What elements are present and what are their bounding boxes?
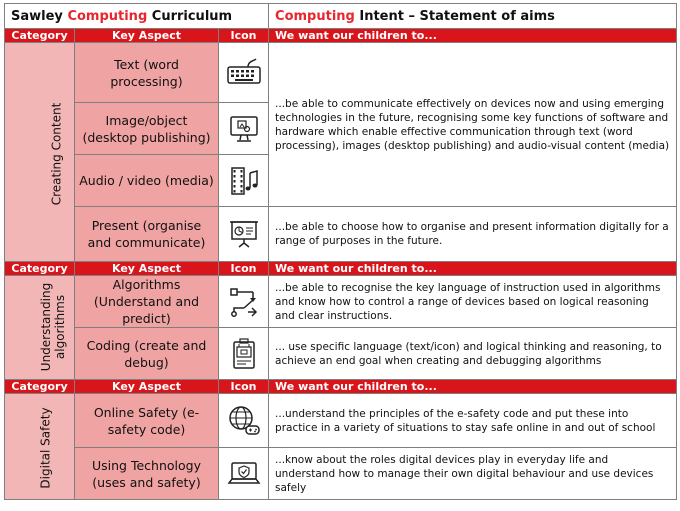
flowchart-icon [219, 276, 269, 328]
intent-subject: Computing [275, 8, 355, 24]
section-header-row [5, 262, 677, 276]
keyboard-icon [219, 43, 269, 103]
header-key-aspect: Key Aspect [75, 29, 219, 43]
intent-cell: ...be able to choose how to organise and present information digitally for a range of purposes in the future. [269, 207, 677, 262]
table-row [5, 43, 677, 103]
table-row [5, 276, 677, 328]
laptop-shield-icon [219, 448, 269, 500]
debug-board-icon [219, 328, 269, 380]
header-intent: We want our children to... [269, 29, 677, 43]
category-cell [5, 43, 75, 262]
curriculum-table [4, 3, 677, 500]
header-key-aspect: Key Aspect [75, 262, 219, 276]
aspect-cell: Audio / video (media) [75, 155, 219, 207]
aspect-cell: Present (organise and communicate) [75, 207, 219, 262]
aspect-cell: Using Technology (uses and safety) [75, 448, 219, 500]
category-label: Digital Safety [38, 407, 53, 489]
header-category: Category [5, 380, 75, 394]
header-category: Category [5, 262, 75, 276]
aspect-cell: Algorithms (Understand and predict) [75, 276, 219, 328]
table-row [5, 448, 677, 500]
monitor-image-icon [219, 103, 269, 155]
header-intent: We want our children to... [269, 380, 677, 394]
document-title [5, 4, 269, 29]
category-cell [5, 276, 75, 380]
intent-cell: ...know about the roles digital devices play in everyday life and understand how to manage their own digital behaviour and use devices safely [269, 448, 677, 500]
header-icon: Icon [219, 29, 269, 43]
section-header-row [5, 380, 677, 394]
subject-name: Computing [67, 8, 148, 24]
header-icon: Icon [219, 262, 269, 276]
intent-cell: ...understand the principles of the e-safety code and put these into practice in a variety of situations to stay safe online in and out of school [269, 394, 677, 448]
intent-cell: ... use specific language (text/icon) and logical thinking and reasoning, to achieve an end goal when creating and debugging algorithms [269, 328, 677, 380]
category-label: Creating Content [49, 102, 64, 205]
table-row [5, 207, 677, 262]
presentation-icon [219, 207, 269, 262]
intent-cell: ...be able to communicate effectively on devices now and using emerging technologies in the future, recognising some key functions of software and hardware which enable effective communication through text (word processing), images (desktop publishing) and audio-visual content (media) [269, 43, 677, 207]
table-row [5, 328, 677, 380]
intent-title-text: Intent – Statement of aims [359, 8, 555, 24]
title-row [5, 4, 677, 29]
section-header-row [5, 29, 677, 43]
aspect-cell: Coding (create and debug) [75, 328, 219, 380]
school-name: Sawley [11, 8, 63, 24]
aspect-cell: Text (word processing) [75, 43, 219, 103]
header-intent: We want our children to... [269, 262, 677, 276]
aspect-cell: Online Safety (e-safety code) [75, 394, 219, 448]
title-suffix: Curriculum [151, 8, 233, 24]
category-cell [5, 394, 75, 500]
film-music-icon [219, 155, 269, 207]
aspect-cell: Image/object (desktop publishing) [75, 103, 219, 155]
header-category: Category [5, 29, 75, 43]
curriculum-document [4, 3, 676, 505]
table-row [5, 394, 677, 448]
header-key-aspect: Key Aspect [75, 380, 219, 394]
header-icon: Icon [219, 380, 269, 394]
category-label: Understanding algorithms [39, 282, 67, 372]
intent-cell: ...be able to recognise the key language of instruction used in algorithms and know how to control a range of devices based on logical reasoning and clear instructions. [269, 276, 677, 328]
globe-gamepad-icon [219, 394, 269, 448]
intent-title [269, 4, 677, 29]
